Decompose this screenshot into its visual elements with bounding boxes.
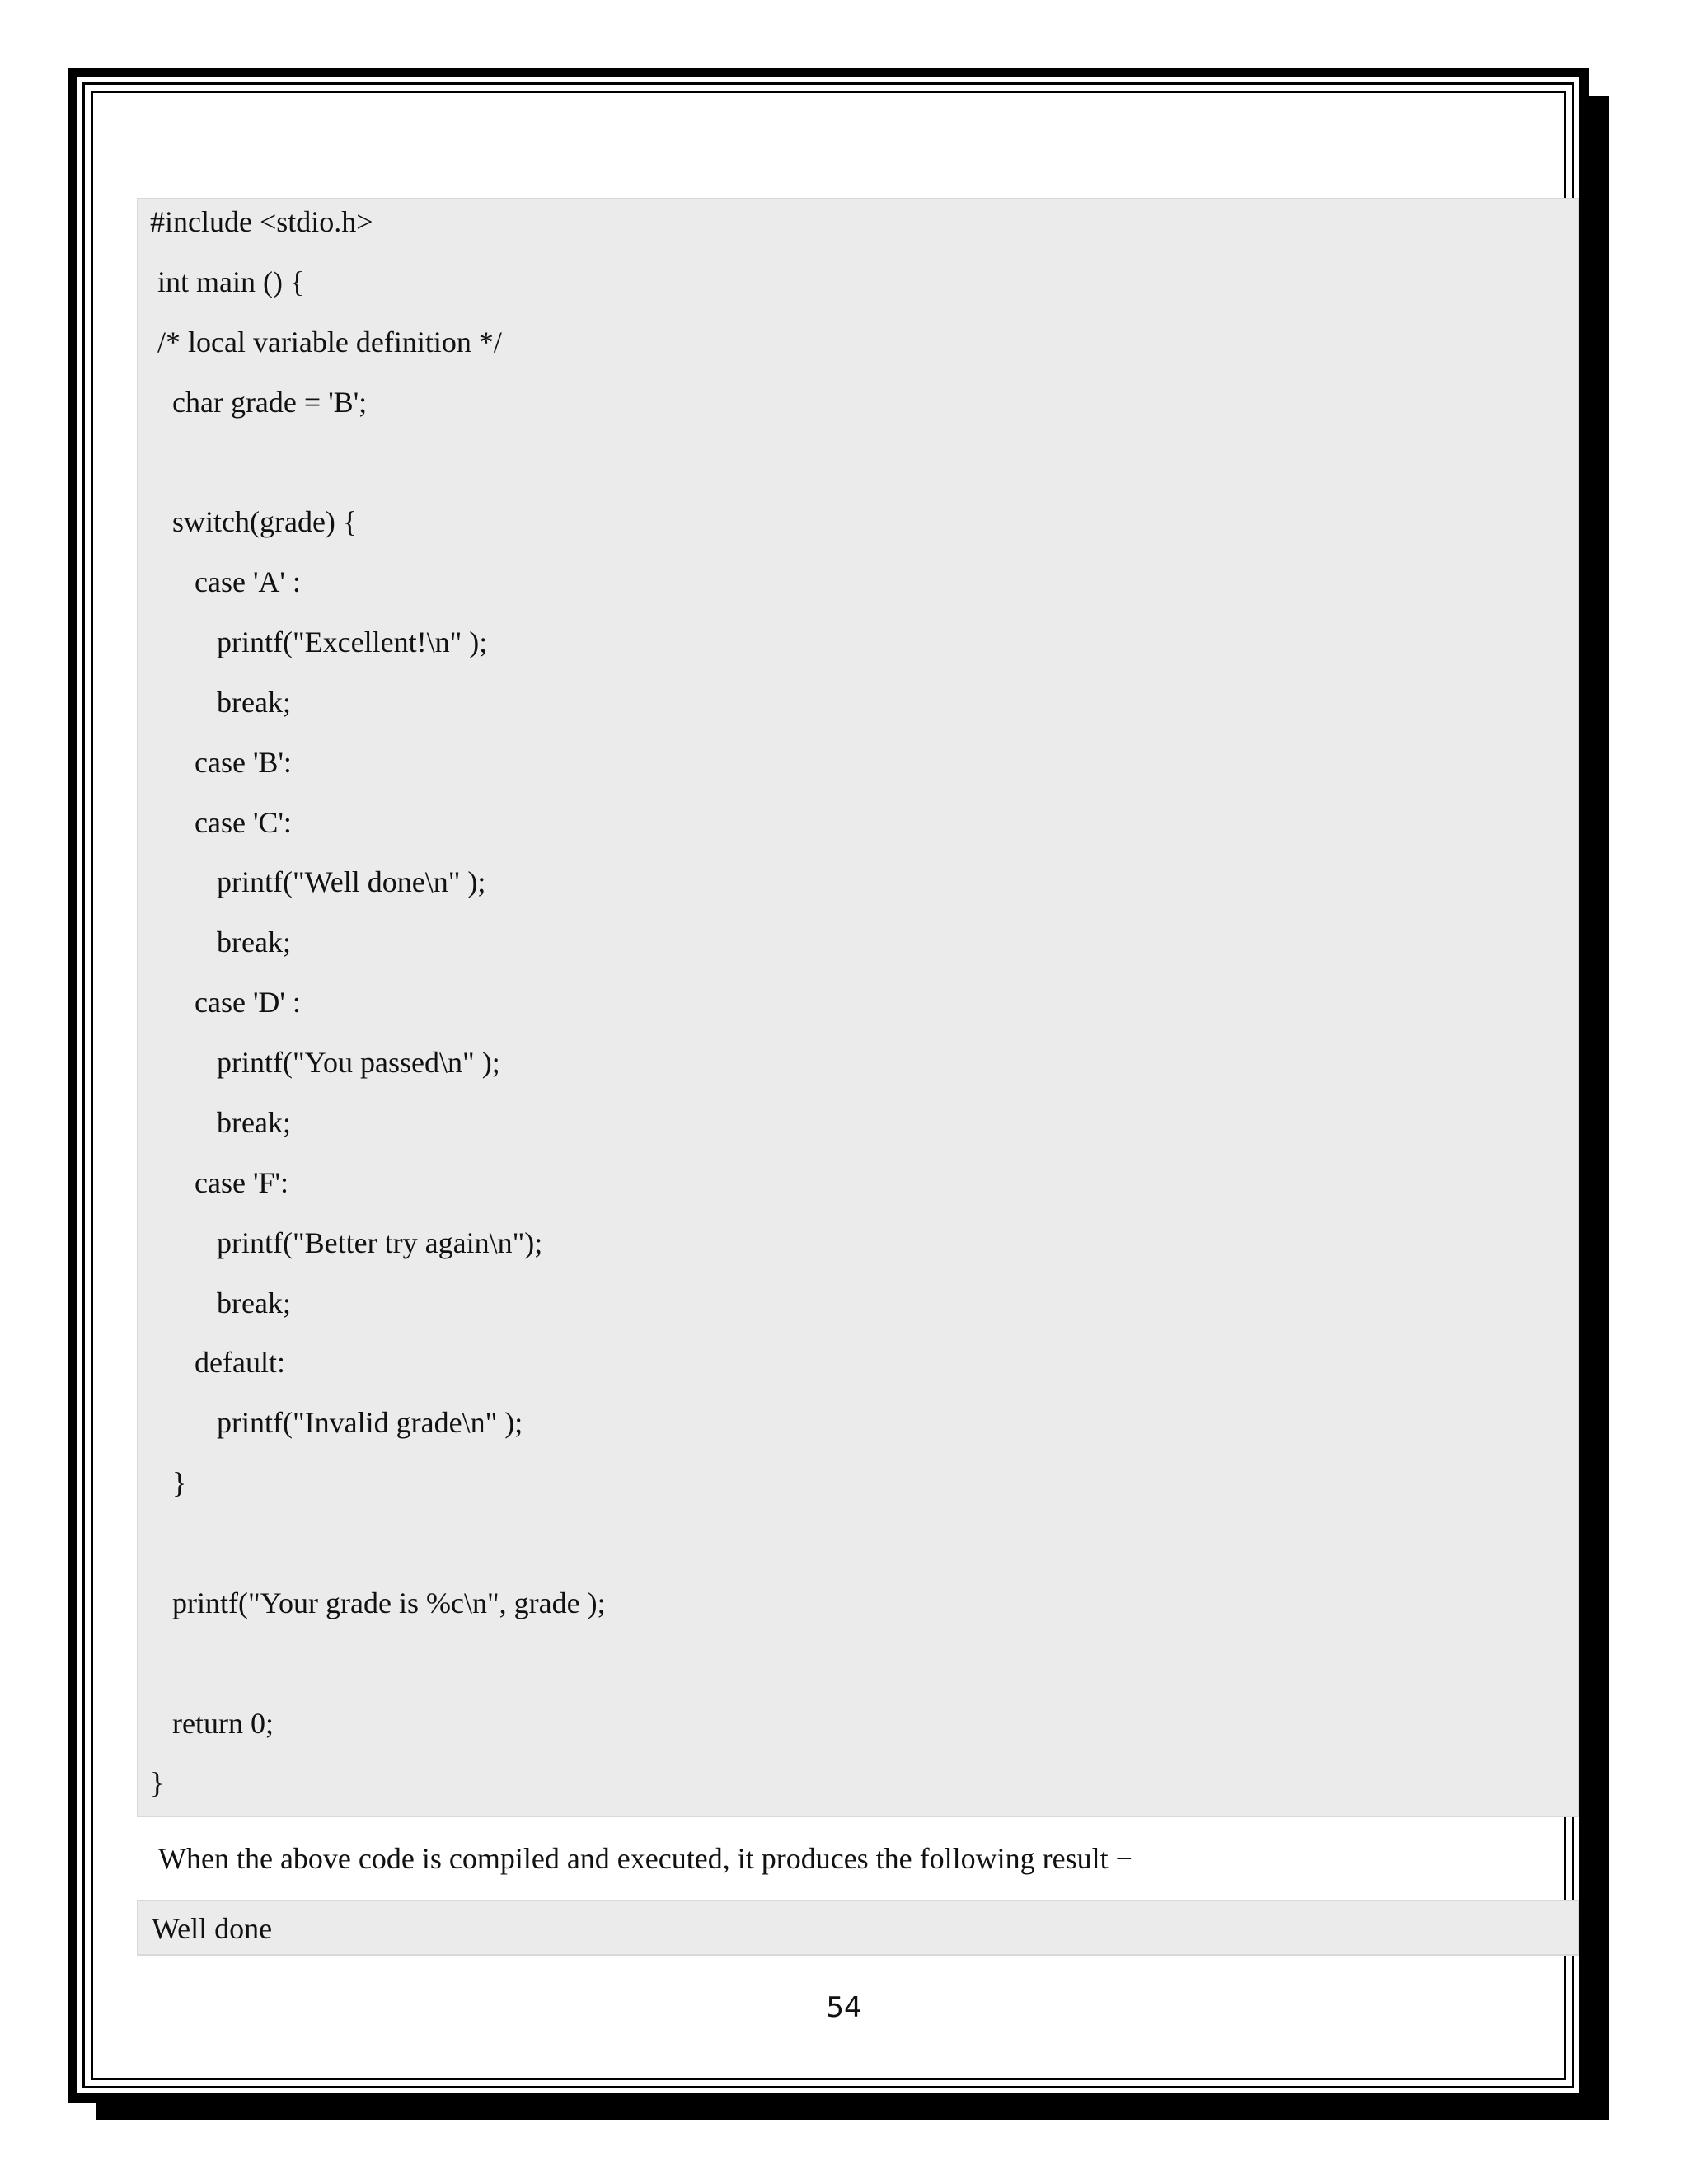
code-line: case 'F':: [150, 1166, 288, 1199]
code-line: printf("Your grade is %c\n", grade );: [150, 1586, 606, 1619]
code-line: break;: [150, 686, 291, 719]
code-line: switch(grade) {: [150, 505, 358, 538]
code-line: printf("You passed\n" );: [150, 1046, 500, 1079]
code-line: printf("Invalid grade\n" );: [150, 1406, 523, 1439]
code-line: break;: [150, 926, 291, 958]
code-line: default:: [150, 1346, 285, 1379]
code-line: }: [150, 1766, 165, 1799]
code-line: return 0;: [150, 1707, 274, 1740]
code-line: case 'B':: [150, 746, 292, 779]
code-line: case 'D' :: [150, 986, 301, 1019]
code-line: char grade = 'B';: [150, 386, 368, 419]
code-line: break;: [150, 1286, 291, 1319]
code-line: case 'C':: [150, 806, 292, 839]
code-line: printf("Well done\n" );: [150, 865, 486, 898]
code-line: break;: [150, 1106, 291, 1139]
code-line: /* local variable definition */: [150, 326, 502, 359]
output-text: Well done: [152, 1912, 273, 1945]
output-block: [137, 1900, 1579, 1956]
code-line: int main () {: [150, 265, 305, 298]
code-line: }: [150, 1466, 187, 1499]
code-line: printf("Excellent!\n" );: [150, 626, 488, 658]
code-line: #include <stdio.h>: [150, 205, 373, 238]
page-number: 54: [826, 1991, 862, 2024]
code-block: [137, 198, 1579, 1817]
code-line: case 'A' :: [150, 565, 301, 598]
result-description: When the above code is compiled and executed, it produces the following result −: [158, 1842, 1132, 1875]
code-line: printf("Better try again\n");: [150, 1226, 543, 1259]
